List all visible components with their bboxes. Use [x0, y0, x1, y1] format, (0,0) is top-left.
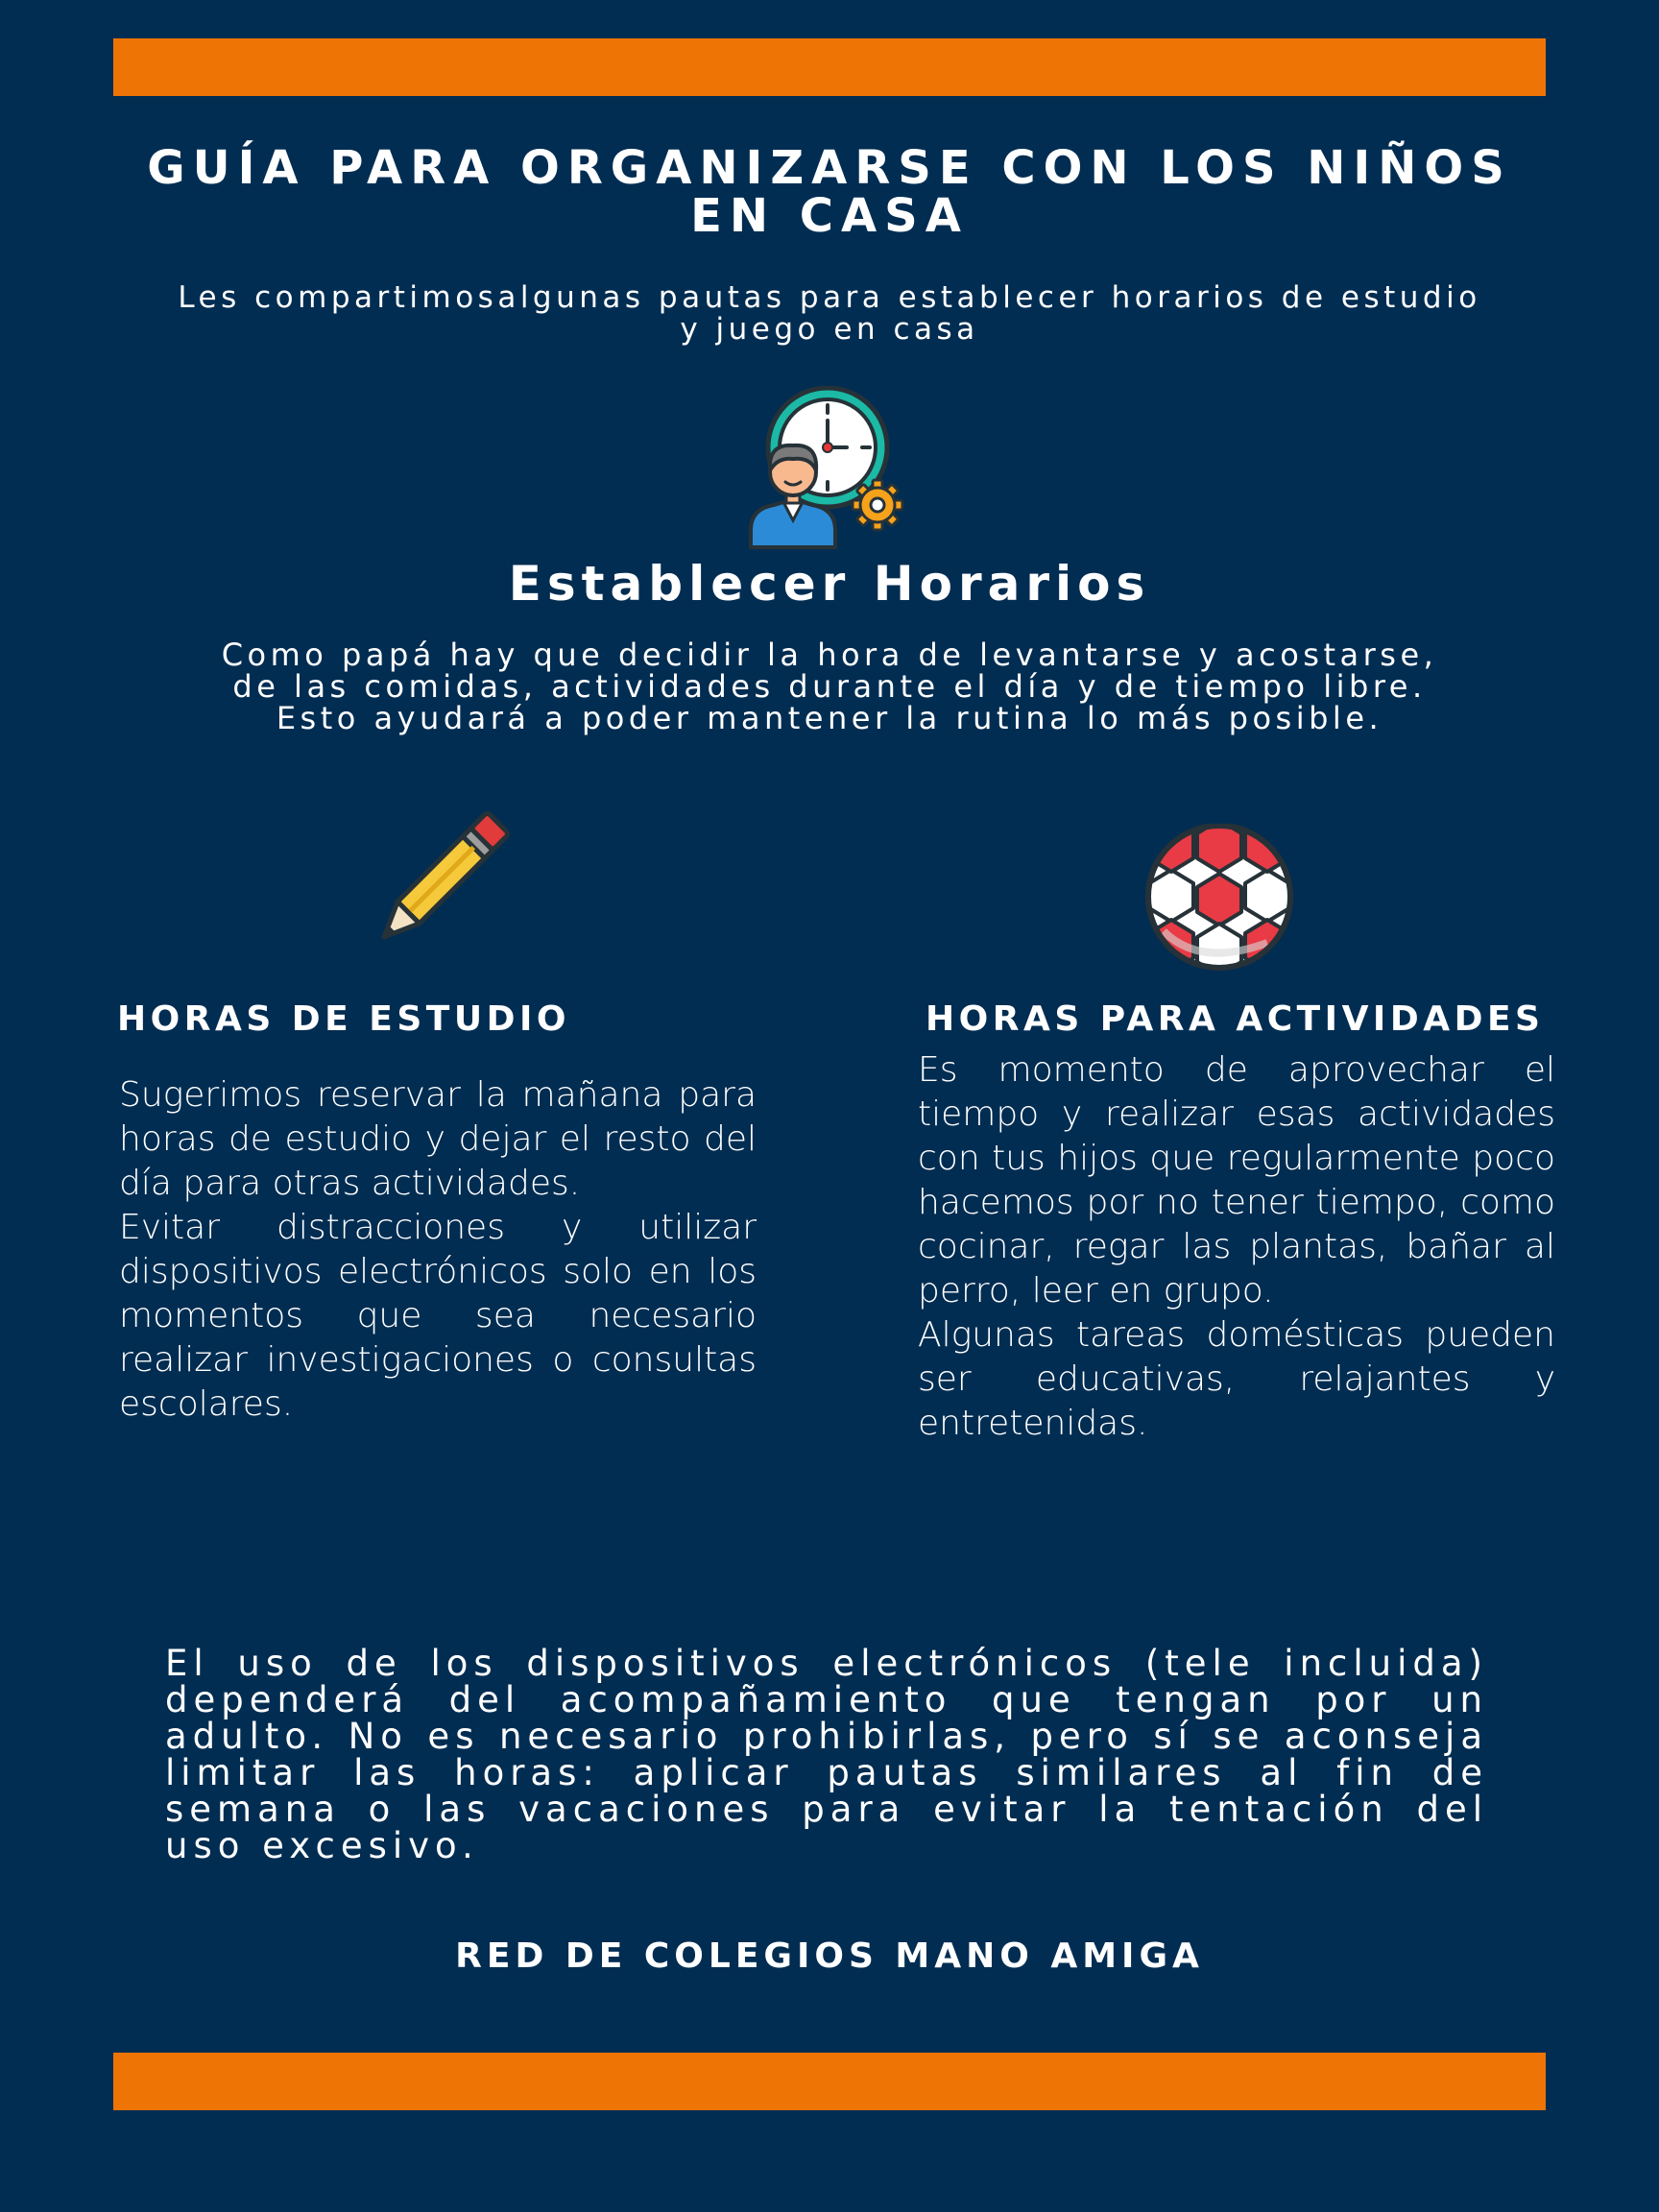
study-heading: HORAS DE ESTUDIO [117, 999, 570, 1039]
page-title: GUÍA PARA ORGANIZARSE CON LOS NIÑOS EN CASA [147, 141, 1512, 243]
schedule-title: Establecer Horarios [508, 556, 1151, 612]
activities-text [918, 1048, 1555, 1446]
pencil-icon [363, 805, 517, 958]
activities-heading: HORAS PARA ACTIVIDADES [926, 999, 1545, 1039]
bottom-accent-bar [113, 2053, 1546, 2110]
top-accent-bar [113, 38, 1546, 96]
schedule-text-line: Como papá hay que decidir la hora de levantarse y acostarse, [221, 637, 1438, 673]
activities-paragraph: Es momento de aprovechar el tiempo y realizar esas actividades con tus hijos que regularmente poco hacemos por no tener tiempo, como cocinar, regar las plantas, bañar al perro, leer en grupo. [918, 1050, 1555, 1310]
organization-name: RED DE COLEGIOS MANO AMIGA [455, 1936, 1204, 1976]
study-paragraph: Evitar distracciones y utilizar dispositivos electrónicos solo en los momentos que sea necesario realizar investigaciones o consultas escolares. [119, 1208, 757, 1424]
devices-note: El uso de los dispositivos electrónicos (tele incluida) dependerá del acompañamiento que tengan por un adulto. No es necesario prohibirlas, pero sí se aconseja limitar las horas: aplicar pautas similares al fin de semana o las vacaciones para evitar la tentación del uso excesivo. [165, 1643, 1488, 1866]
soccer-ball-icon [1142, 824, 1296, 977]
schedule-text [154, 639, 1505, 734]
schedule-text-line: de las comidas, actividades durante el día y de tiempo libre. [232, 668, 1427, 705]
activities-paragraph: Algunas tareas domésticas pueden ser educativas, relajantes y entretenidas. [918, 1315, 1555, 1443]
page-subtitle: Les compartimosalgunas pautas para establecer horarios de estudio y juego en casa [178, 280, 1481, 347]
study-text [119, 1073, 757, 1427]
clock-person-gear-icon [741, 386, 914, 549]
schedule-text-line: Esto ayudará a poder mantener la rutina lo más posible. [276, 700, 1383, 736]
study-paragraph: Sugerimos reservar la mañana para horas de estudio y dejar el resto del día para otras actividades. [119, 1075, 757, 1203]
